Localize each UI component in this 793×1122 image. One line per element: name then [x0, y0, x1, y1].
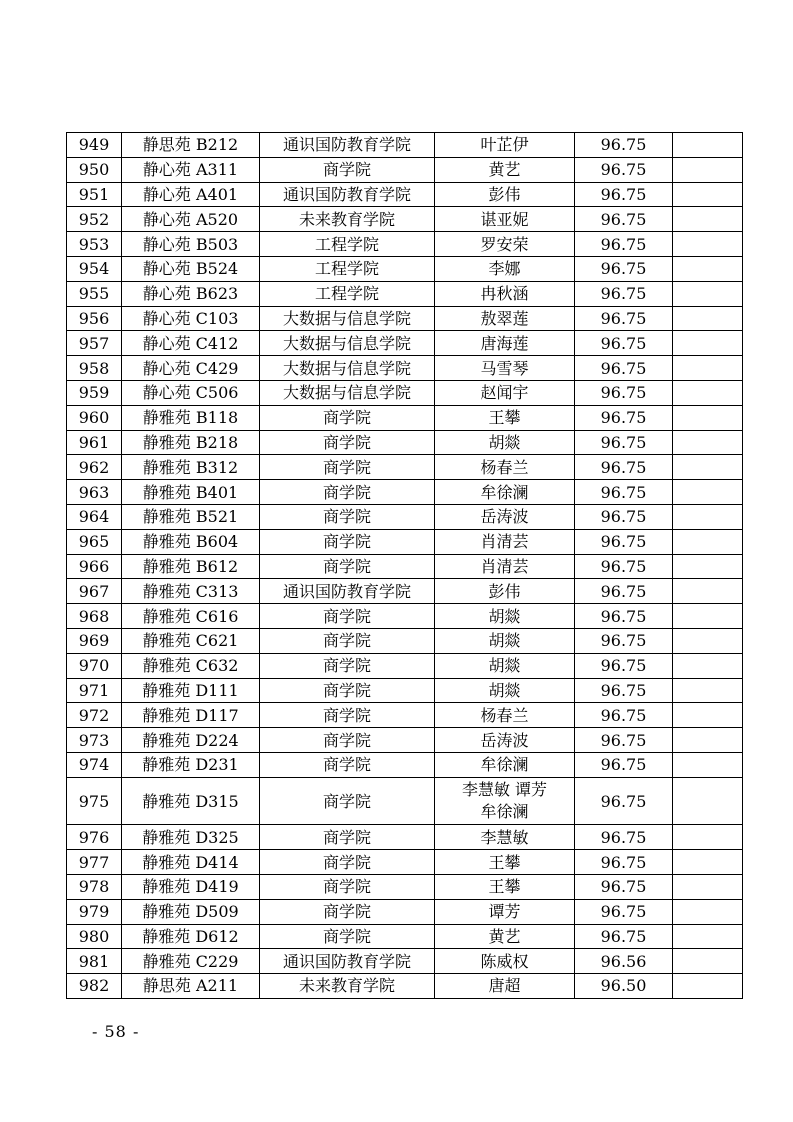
room-cell: 静雅苑 B521 — [122, 504, 260, 529]
room-cell: 静心苑 C412 — [122, 331, 260, 356]
score-cell: 96.75 — [575, 653, 673, 678]
rank-cell: 960 — [67, 405, 122, 430]
score-cell: 96.75 — [575, 728, 673, 753]
remark-cell — [673, 628, 743, 653]
name-cell — [435, 133, 575, 158]
name-cell — [435, 628, 575, 653]
name-line: 谌亚妮 — [480, 209, 529, 229]
remark-cell — [673, 777, 743, 825]
rank-cell: 972 — [67, 703, 122, 728]
table-row — [67, 974, 743, 999]
rank-cell: 961 — [67, 430, 122, 455]
score-cell: 96.75 — [575, 281, 673, 306]
table-row — [67, 825, 743, 850]
name-line: 王攀 — [488, 852, 521, 872]
score-cell: 96.75 — [575, 182, 673, 207]
name-line: 黄艺 — [488, 160, 521, 180]
table-row — [67, 256, 743, 281]
page-number: - 58 - — [92, 1022, 140, 1041]
rank-cell: 952 — [67, 207, 122, 232]
room-cell: 静雅苑 D509 — [122, 899, 260, 924]
rank-cell: 964 — [67, 504, 122, 529]
name-line: 唐超 — [488, 976, 521, 996]
rank-cell: 970 — [67, 653, 122, 678]
table-row — [67, 504, 743, 529]
table-row — [67, 752, 743, 777]
rank-cell: 950 — [67, 157, 122, 182]
rank-cell: 963 — [67, 480, 122, 505]
college-cell: 商学院 — [260, 777, 435, 825]
college-cell: 商学院 — [260, 653, 435, 678]
remark-cell — [673, 653, 743, 678]
rank-cell: 962 — [67, 455, 122, 480]
score-cell: 96.75 — [575, 430, 673, 455]
name-cell — [435, 256, 575, 281]
remark-cell — [673, 604, 743, 629]
score-cell: 96.75 — [575, 480, 673, 505]
room-cell: 静雅苑 B604 — [122, 529, 260, 554]
remark-cell — [673, 281, 743, 306]
college-cell: 商学院 — [260, 157, 435, 182]
table-row — [67, 480, 743, 505]
room-cell: 静心苑 B623 — [122, 281, 260, 306]
table-row — [67, 653, 743, 678]
remark-cell — [673, 133, 743, 158]
score-cell: 96.75 — [575, 628, 673, 653]
name-cell — [435, 504, 575, 529]
score-cell: 96.75 — [575, 529, 673, 554]
name-line: 肖清芸 — [480, 532, 529, 552]
room-cell: 静雅苑 D315 — [122, 777, 260, 825]
remark-cell — [673, 825, 743, 850]
room-cell: 静心苑 C506 — [122, 380, 260, 405]
table-row — [67, 331, 743, 356]
rank-cell: 975 — [67, 777, 122, 825]
remark-cell — [673, 678, 743, 703]
score-cell: 96.75 — [575, 157, 673, 182]
name-cell — [435, 653, 575, 678]
name-cell — [435, 874, 575, 899]
name-line: 冉秋涵 — [480, 284, 529, 304]
rank-cell: 965 — [67, 529, 122, 554]
remark-cell — [673, 850, 743, 875]
remark-cell — [673, 579, 743, 604]
remark-cell — [673, 157, 743, 182]
name-line: 胡燚 — [488, 680, 521, 700]
name-line: 杨春兰 — [480, 705, 529, 725]
remark-cell — [673, 306, 743, 331]
name-cell — [435, 207, 575, 232]
remark-cell — [673, 480, 743, 505]
college-cell: 商学院 — [260, 480, 435, 505]
table-row — [67, 777, 743, 825]
name-cell — [435, 331, 575, 356]
table-row — [67, 380, 743, 405]
name-line: 杨春兰 — [480, 457, 529, 477]
college-cell: 商学院 — [260, 554, 435, 579]
table-row — [67, 579, 743, 604]
name-cell — [435, 899, 575, 924]
score-cell: 96.75 — [575, 306, 673, 331]
college-cell: 商学院 — [260, 728, 435, 753]
room-cell: 静心苑 C103 — [122, 306, 260, 331]
score-cell: 96.75 — [575, 777, 673, 825]
rank-cell: 980 — [67, 924, 122, 949]
table-row — [67, 133, 743, 158]
college-cell: 大数据与信息学院 — [260, 331, 435, 356]
college-cell: 商学院 — [260, 678, 435, 703]
name-cell — [435, 182, 575, 207]
rank-cell: 982 — [67, 974, 122, 999]
score-cell: 96.75 — [575, 232, 673, 257]
rank-cell: 968 — [67, 604, 122, 629]
table-row — [67, 949, 743, 974]
score-cell: 96.75 — [575, 256, 673, 281]
remark-cell — [673, 356, 743, 381]
name-line: 牟徐澜 — [480, 802, 529, 822]
name-cell — [435, 728, 575, 753]
rank-cell: 955 — [67, 281, 122, 306]
name-cell — [435, 405, 575, 430]
table-row — [67, 703, 743, 728]
room-cell: 静思苑 A211 — [122, 974, 260, 999]
college-cell: 商学院 — [260, 924, 435, 949]
score-cell: 96.75 — [575, 133, 673, 158]
name-line: 岳涛波 — [480, 507, 529, 527]
name-cell — [435, 380, 575, 405]
score-cell: 96.75 — [575, 380, 673, 405]
room-cell: 静雅苑 C229 — [122, 949, 260, 974]
remark-cell — [673, 949, 743, 974]
name-cell — [435, 974, 575, 999]
score-cell: 96.75 — [575, 850, 673, 875]
college-cell: 大数据与信息学院 — [260, 380, 435, 405]
college-cell: 通识国防教育学院 — [260, 949, 435, 974]
score-cell: 96.75 — [575, 752, 673, 777]
table-row — [67, 678, 743, 703]
room-cell: 静雅苑 B312 — [122, 455, 260, 480]
room-cell: 静思苑 B212 — [122, 133, 260, 158]
room-cell: 静雅苑 C616 — [122, 604, 260, 629]
room-cell: 静雅苑 D111 — [122, 678, 260, 703]
table-row — [67, 405, 743, 430]
remark-cell — [673, 232, 743, 257]
rank-cell: 981 — [67, 949, 122, 974]
college-cell: 大数据与信息学院 — [260, 356, 435, 381]
college-cell: 商学院 — [260, 430, 435, 455]
college-cell: 商学院 — [260, 529, 435, 554]
remark-cell — [673, 529, 743, 554]
score-cell: 96.56 — [575, 949, 673, 974]
rank-cell: 979 — [67, 899, 122, 924]
table-row — [67, 306, 743, 331]
dorm-score-table — [66, 132, 743, 999]
table-row — [67, 924, 743, 949]
room-cell: 静雅苑 D224 — [122, 728, 260, 753]
remark-cell — [673, 430, 743, 455]
score-cell: 96.75 — [575, 356, 673, 381]
rank-cell: 949 — [67, 133, 122, 158]
rank-cell: 978 — [67, 874, 122, 899]
room-cell: 静心苑 A520 — [122, 207, 260, 232]
table-body — [67, 133, 743, 999]
score-cell: 96.75 — [575, 207, 673, 232]
name-cell — [435, 604, 575, 629]
room-cell: 静心苑 B503 — [122, 232, 260, 257]
name-line: 王攀 — [488, 877, 521, 897]
score-cell: 96.75 — [575, 405, 673, 430]
name-line: 胡燚 — [488, 606, 521, 626]
remark-cell — [673, 554, 743, 579]
rank-cell: 969 — [67, 628, 122, 653]
room-cell: 静心苑 C429 — [122, 356, 260, 381]
name-line: 唐海莲 — [480, 333, 529, 353]
room-cell: 静雅苑 D325 — [122, 825, 260, 850]
rank-cell: 958 — [67, 356, 122, 381]
room-cell: 静雅苑 D419 — [122, 874, 260, 899]
name-line: 李慧敏 — [480, 827, 529, 847]
table-row — [67, 728, 743, 753]
name-cell — [435, 430, 575, 455]
remark-cell — [673, 703, 743, 728]
name-line: 胡燚 — [488, 656, 521, 676]
name-cell — [435, 356, 575, 381]
name-cell — [435, 825, 575, 850]
rank-cell: 967 — [67, 579, 122, 604]
score-cell: 96.75 — [575, 579, 673, 604]
rank-cell: 973 — [67, 728, 122, 753]
college-cell: 工程学院 — [260, 256, 435, 281]
college-cell: 商学院 — [260, 899, 435, 924]
remark-cell — [673, 924, 743, 949]
rank-cell: 951 — [67, 182, 122, 207]
name-line: 胡燚 — [488, 432, 521, 452]
college-cell: 工程学院 — [260, 232, 435, 257]
rank-cell: 976 — [67, 825, 122, 850]
room-cell: 静雅苑 C621 — [122, 628, 260, 653]
score-cell: 96.75 — [575, 678, 673, 703]
remark-cell — [673, 256, 743, 281]
name-line: 陈威权 — [480, 951, 529, 971]
name-line: 李慧敏 谭芳 — [461, 780, 548, 800]
college-cell: 通识国防教育学院 — [260, 182, 435, 207]
name-cell — [435, 281, 575, 306]
table-row — [67, 850, 743, 875]
college-cell: 商学院 — [260, 874, 435, 899]
name-cell — [435, 529, 575, 554]
college-cell: 工程学院 — [260, 281, 435, 306]
room-cell: 静雅苑 C632 — [122, 653, 260, 678]
rank-cell: 954 — [67, 256, 122, 281]
room-cell: 静雅苑 B118 — [122, 405, 260, 430]
college-cell: 未来教育学院 — [260, 974, 435, 999]
room-cell: 静心苑 B524 — [122, 256, 260, 281]
score-cell: 96.50 — [575, 974, 673, 999]
name-line: 马雪琴 — [480, 358, 529, 378]
table-row — [67, 157, 743, 182]
name-cell — [435, 924, 575, 949]
remark-cell — [673, 874, 743, 899]
name-line: 彭伟 — [488, 581, 521, 601]
rank-cell: 966 — [67, 554, 122, 579]
score-cell: 96.75 — [575, 455, 673, 480]
table-row — [67, 874, 743, 899]
name-line: 牟徐澜 — [480, 482, 529, 502]
name-line: 王攀 — [488, 408, 521, 428]
rank-cell: 957 — [67, 331, 122, 356]
name-line: 岳涛波 — [480, 730, 529, 750]
name-cell — [435, 554, 575, 579]
name-cell — [435, 678, 575, 703]
remark-cell — [673, 728, 743, 753]
name-line: 敖翠莲 — [480, 308, 529, 328]
table-row — [67, 232, 743, 257]
room-cell: 静心苑 A311 — [122, 157, 260, 182]
score-cell: 96.75 — [575, 331, 673, 356]
name-cell — [435, 703, 575, 728]
remark-cell — [673, 455, 743, 480]
table-row — [67, 281, 743, 306]
remark-cell — [673, 504, 743, 529]
table-row — [67, 182, 743, 207]
name-line: 肖清芸 — [480, 556, 529, 576]
name-cell — [435, 455, 575, 480]
room-cell: 静雅苑 D231 — [122, 752, 260, 777]
table-row — [67, 430, 743, 455]
table-row — [67, 207, 743, 232]
name-line: 谭芳 — [488, 902, 521, 922]
name-cell — [435, 480, 575, 505]
table-row — [67, 554, 743, 579]
room-cell: 静雅苑 D414 — [122, 850, 260, 875]
score-cell: 96.75 — [575, 504, 673, 529]
score-cell: 96.75 — [575, 924, 673, 949]
remark-cell — [673, 331, 743, 356]
college-cell: 商学院 — [260, 825, 435, 850]
name-line: 彭伟 — [488, 184, 521, 204]
room-cell: 静心苑 A401 — [122, 182, 260, 207]
college-cell: 商学院 — [260, 703, 435, 728]
room-cell: 静雅苑 B401 — [122, 480, 260, 505]
score-cell: 96.75 — [575, 825, 673, 850]
name-line: 黄艺 — [488, 926, 521, 946]
table-row — [67, 628, 743, 653]
name-cell — [435, 752, 575, 777]
college-cell: 商学院 — [260, 504, 435, 529]
name-line: 罗安荣 — [480, 234, 529, 254]
college-cell: 大数据与信息学院 — [260, 306, 435, 331]
name-cell — [435, 306, 575, 331]
score-cell: 96.75 — [575, 554, 673, 579]
name-line: 李娜 — [488, 259, 521, 279]
college-cell: 通识国防教育学院 — [260, 133, 435, 158]
score-cell: 96.75 — [575, 874, 673, 899]
table-row — [67, 356, 743, 381]
rank-cell: 956 — [67, 306, 122, 331]
name-line: 牟徐澜 — [480, 755, 529, 775]
rank-cell: 953 — [67, 232, 122, 257]
name-cell — [435, 157, 575, 182]
college-cell: 商学院 — [260, 850, 435, 875]
score-cell: 96.75 — [575, 899, 673, 924]
room-cell: 静雅苑 B218 — [122, 430, 260, 455]
name-cell — [435, 232, 575, 257]
table-row — [67, 455, 743, 480]
rank-cell: 974 — [67, 752, 122, 777]
remark-cell — [673, 405, 743, 430]
name-line: 胡燚 — [488, 631, 521, 651]
table-row — [67, 604, 743, 629]
remark-cell — [673, 182, 743, 207]
name-cell — [435, 949, 575, 974]
rank-cell: 971 — [67, 678, 122, 703]
college-cell: 未来教育学院 — [260, 207, 435, 232]
room-cell: 静雅苑 D612 — [122, 924, 260, 949]
name-line: 叶芷伊 — [480, 135, 529, 155]
score-cell: 96.75 — [575, 703, 673, 728]
college-cell: 商学院 — [260, 752, 435, 777]
room-cell: 静雅苑 C313 — [122, 579, 260, 604]
college-cell: 商学院 — [260, 405, 435, 430]
remark-cell — [673, 752, 743, 777]
college-cell: 商学院 — [260, 628, 435, 653]
remark-cell — [673, 974, 743, 999]
score-cell: 96.75 — [575, 604, 673, 629]
rank-cell: 959 — [67, 380, 122, 405]
college-cell: 通识国防教育学院 — [260, 579, 435, 604]
table-row — [67, 899, 743, 924]
table-row — [67, 529, 743, 554]
college-cell: 商学院 — [260, 604, 435, 629]
remark-cell — [673, 899, 743, 924]
rank-cell: 977 — [67, 850, 122, 875]
room-cell: 静雅苑 D117 — [122, 703, 260, 728]
name-line: 赵闻宇 — [480, 383, 529, 403]
name-cell — [435, 850, 575, 875]
room-cell: 静雅苑 B612 — [122, 554, 260, 579]
college-cell: 商学院 — [260, 455, 435, 480]
remark-cell — [673, 207, 743, 232]
name-cell — [435, 579, 575, 604]
name-cell — [435, 777, 575, 825]
remark-cell — [673, 380, 743, 405]
